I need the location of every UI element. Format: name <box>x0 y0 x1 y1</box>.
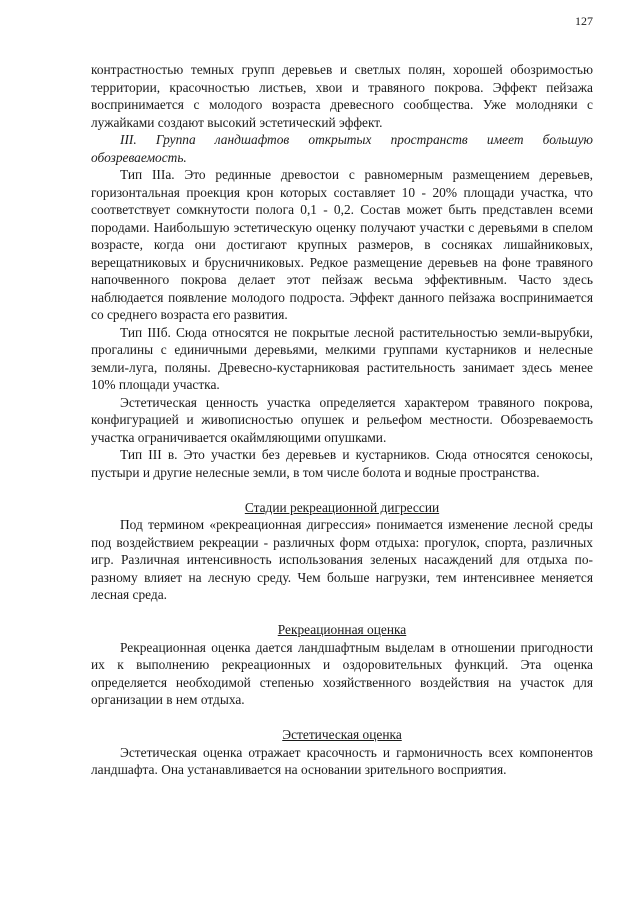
section-gap <box>91 481 593 499</box>
page-number: 127 <box>575 14 593 28</box>
paragraph-digression: Под термином «рекреационная дигрессия» понимается изменение лесной среды под воздействием рекреации - различных форм отдыха: прогулок, спорта, различных игр. Различная интенсивность использования зеленых насаждений для отдыха по-разному влияет на лесную среду. Чем больше нагрузки, тем интенсивнее меняется лесная среда. <box>91 517 593 602</box>
body-text <box>91 61 593 779</box>
section-gap <box>91 709 593 727</box>
paragraph-type-3b: Тип IIIб. Сюда относятся не покрытые лесной растительностью земли-вырубки, прогалины с единичными деревьями, мелкими группами кустарников и нелесные земли-луга, поляны. Древесно-кустарниковая растительность занимает здесь менее 10% площади участка. <box>91 324 593 392</box>
paragraph-type-3a: Тип IIIa. Это рединные древостои с равномерным размещением деревьев, горизонтальная проекция крон которых составляет 10 - 20% площади участка, что соответствует сомкнутости полога 0,1 - 0,2. Состав может быть представлен всеми породами. Наибольшую эстетическую оценку получают участки с деревьями в спелом возрасте, когда они достигают крупных размеров, в сосняках лишайниковых, верещатниковых и брусничниковых. Редкое размещение деревьев на фоне травяного напочвенного покрова делает этот пейзаж весьма эффективным. Часто здесь наблюдается появление молодого подроста. Эффект данного пейзажа воспринимается со среднего возраста его развития. <box>91 167 593 322</box>
section-gap <box>91 604 593 622</box>
paragraph-aesthetic-value: Эстетическая ценность участка определяется характером травяного покрова, конфигурацией и живописностью опушек и рельефом местности. Обозреваемость участка ограничивается окаймляющими опушками. <box>91 394 593 445</box>
section-heading-digression: Стадии рекреационной дигрессии <box>244 499 440 515</box>
section-heading-aesthetic: Эстетическая оценка <box>282 727 402 742</box>
paragraph-aesthetic: Эстетическая оценка отражает красочность и гармоничность всех компонентов ландшафта. Она устанавливается на основании зрительного восприятия. <box>91 744 593 777</box>
paragraph-type-3c: Тип III в. Это участки без деревьев и кустарников. Сюда относятся сенокосы, пустыри и другие нелесные земли, в том числе болота и водные пространства. <box>91 447 593 480</box>
section-heading-recreation: Рекреационная оценка <box>277 622 407 637</box>
paragraph-recreation: Рекреационная оценка дается ландшафтным выделам в отношении пригодности их к выполнению рекреационных и оздоровительных функций. Эта оценка определяется необходимой степенью хозяйственного воздействия на участок для организации в нем отдыха. <box>91 639 593 707</box>
paragraph-group-heading: III. Группа ландшафтов открытых пространств имеет большую обозреваемость. <box>91 132 593 165</box>
paragraph-continuation: контрастностью темных групп деревьев и светлых полян, хорошей обозримостью территории, красочностью листьев, хвои и травяного покрова. Эффект пейзажа воспринимается с молодого возраста древесного сообщества. Уже молодняки с лужайками создают высокий эстетический эффект. <box>91 62 593 130</box>
